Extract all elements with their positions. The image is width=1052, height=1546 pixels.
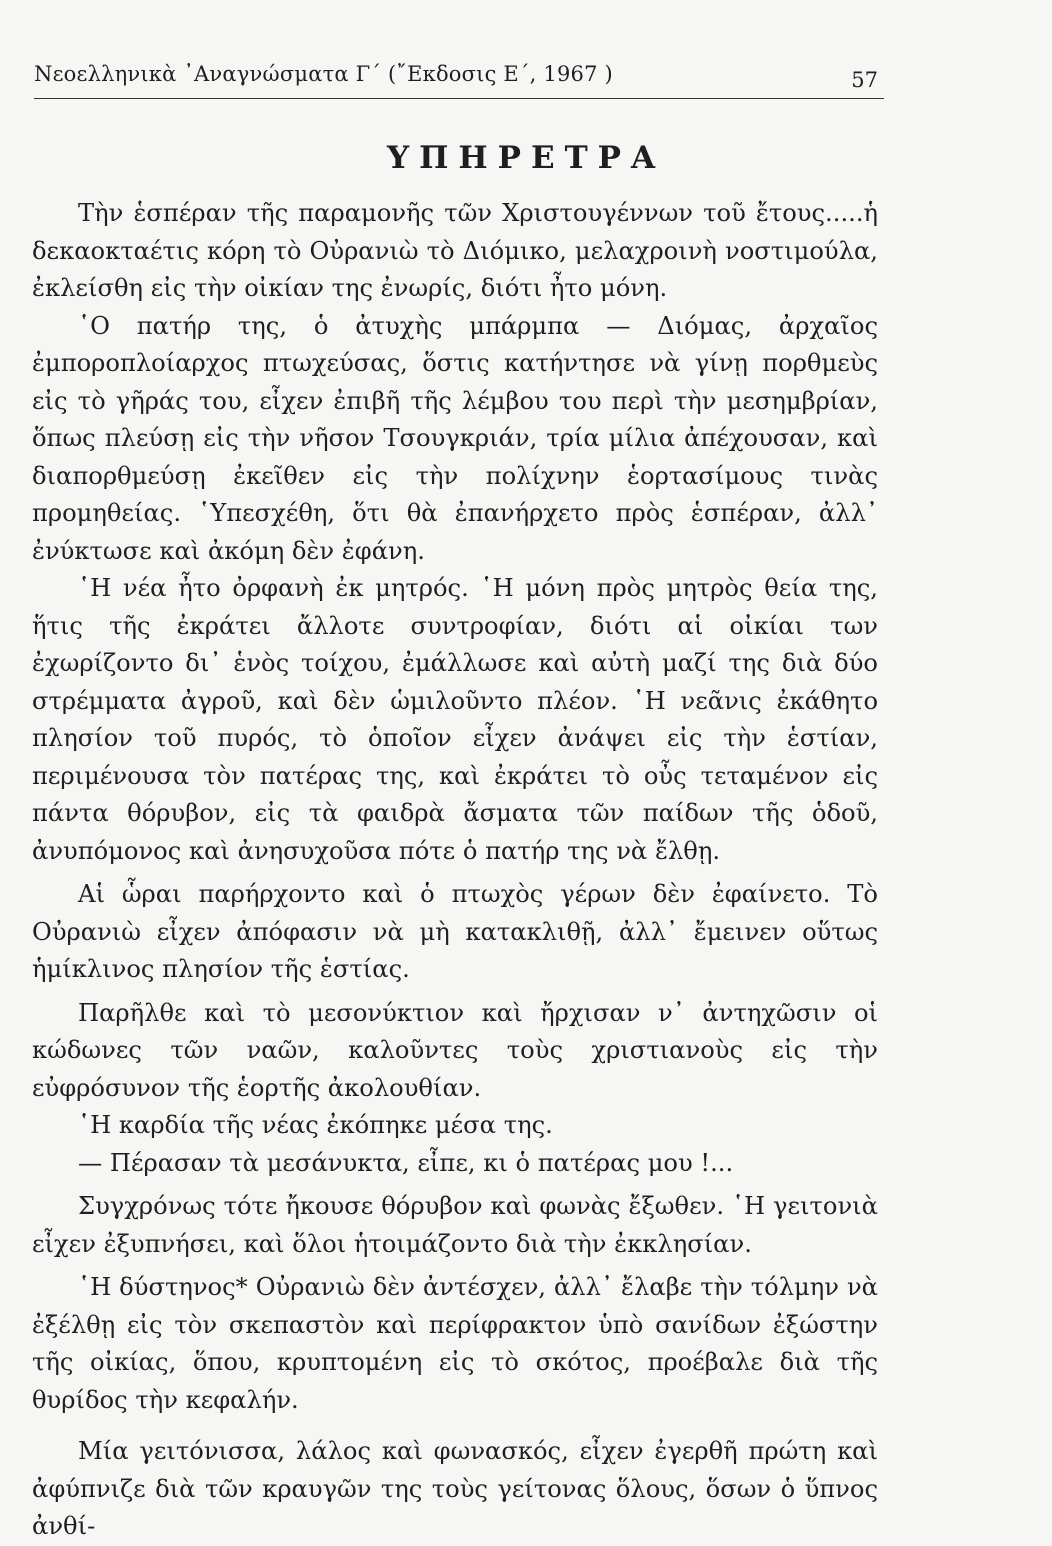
paragraph: ῾Η νέα ἦτο ὀρφανὴ ἐκ μητρός. ῾Η μόνη πρὸς μητρὸς θεία της, ἥτις τῆς ἐκράτει ἄλλοτε συντροφίαν, διότι αἱ οἰκίαι των ἐχωρίζοντο δι᾽ ἑνὸς τοίχου, ἐμάλλωσε καὶ αὐτὴ μαζί της διὰ δύο στρέμματα ἀγροῦ, καὶ δὲν ὡμιλοῦντο πλέον. ῾Η νεᾶνις ἐκάθητο πλησίον τοῦ πυρός, τὸ ὁποῖον εἶχεν ἀνάψει εἰς τὴν ἑστίαν, περιμένουσα τὸν πατέρας της, καὶ ἐκράτει τὸ οὖς τεταμένον εἰς πάντα θόρυβον, εἰς τὰ φαιδρὰ ἄσματα τῶν παίδων τῆς ὁδοῦ, ἀνυπόμονος καὶ ἀνησυχοῦσα πότε ὁ πατήρ της νὰ ἔλθῃ. [32, 574, 878, 865]
paragraph: Παρῆλθε καὶ τὸ μεσονύκτιον καὶ ἤρχισαν ν᾽ ἀντηχῶσιν οἱ κώδωνες τῶν ναῶν, καλοῦντες τοὺς χριστιανοὺς εἰς τὴν εὐφρόσυνον τῆς ἑορτῆς ἀκολουθίαν. [32, 998, 878, 1102]
page-number: 57 [851, 68, 878, 92]
paragraph: Τὴν ἑσπέραν τῆς παραμονῆς τῶν Χριστουγέννων τοῦ ἔτους.....ἡ δεκαοκταέτις κόρη τὸ Οὐρανιὼ τὸ Διόμικο, μελαχροινὴ νοστιμούλα, ἐκλείσθη εἰς τὴν οἰκίαν της ἐνωρίς, διότι ἦτο μόνη. [32, 199, 878, 302]
article-body [32, 195, 878, 1546]
paragraph: ῾Η δύστηνος* Οὐρανιὼ δὲν ἀντέσχεν, ἀλλ᾽ ἔλαβε τὴν τόλμην νὰ ἐξέλθῃ εἰς τὸν σκεπαστὸν καὶ περίφρακτον ὑπὸ σανίδων ἐξώστην τῆς οἰκίας, ὅπου, κρυπτομένη εἰς τὸ σκότος, προέβαλε διὰ τῆς θυρίδος τὴν κεφαλήν. [32, 1273, 878, 1414]
dialogue-line: — Πέρασαν τὰ μεσάνυκτα, εἶπε, κι ὁ πατέρας μου !... [78, 1148, 734, 1177]
paragraph: Συγχρόνως τότε ἤκουσε θόρυβον καὶ φωνὰς ἔξωθεν. ῾Η γειτονιὰ εἶχεν ἐξυπνήσει, καὶ ὅλοι ἡτοιμάζοντο διὰ τὴν ἐκκλησίαν. [32, 1192, 878, 1258]
paragraph: ῾Ο πατήρ της, ὁ ἀτυχὴς μπάρμπα — Διόμας, ἀρχαῖος ἐμποροπλοίαρχος πτωχεύσας, ὅστις κατήντησε νὰ γίνῃ πορθμεὺς εἰς τὸ γῆράς του, εἶχεν ἐπιβῆ τῆς λέμβου του περὶ τὴν μεσημβρίαν, ὅπως πλεύσῃ εἰς τὴν νῆσον Τσουγκριάν, τρία μίλια ἀπέχουσαν, καὶ διαπορθμεύσῃ ἐκεῖθεν εἰς τὴν πολίχνην ἑορτασίμους τινὰς προμηθείας. ῾Υπεσχέθη, ὅτι θὰ ἐπανήρχετο πρὸς ἑσπέραν, ἀλλ᾽ ἐνύκτωσε καὶ ἀκόμη δὲν ἐφάνη. [32, 311, 878, 565]
running-title: Νεοελληνικὰ ᾽Αναγνώσματα Γ΄ (῎Εκδοσις Ε΄, 1967 ) [34, 62, 613, 86]
paragraph: ῾Η καρδία τῆς νέας ἐκόπηκε μέσα της. [78, 1111, 553, 1139]
running-head [34, 58, 884, 99]
paragraph: Αἱ ὧραι παρήρχοντο καὶ ὁ πτωχὸς γέρων δὲν ἐφαίνετο. Τὸ Οὐρανιὼ εἶχεν ἀπόφασιν νὰ μὴ κατακλιθῇ, ἀλλ᾽ ἔμεινεν οὕτως ἡμίκλινος πλησίον τῆς ἑστίας. [32, 880, 878, 983]
paragraph: Μία γειτόνισσα, λάλος καὶ φωνασκός, εἶχεν ἐγερθῆ πρώτη καὶ ἀφύπνιζε διὰ τῶν κραυγῶν της τοὺς γείτονας ὅλους, ὅσων ὁ ὕπνος ἀνθί- [32, 1437, 878, 1540]
article-title: ΥΠΗΡΕΤΡΑ [386, 140, 666, 176]
